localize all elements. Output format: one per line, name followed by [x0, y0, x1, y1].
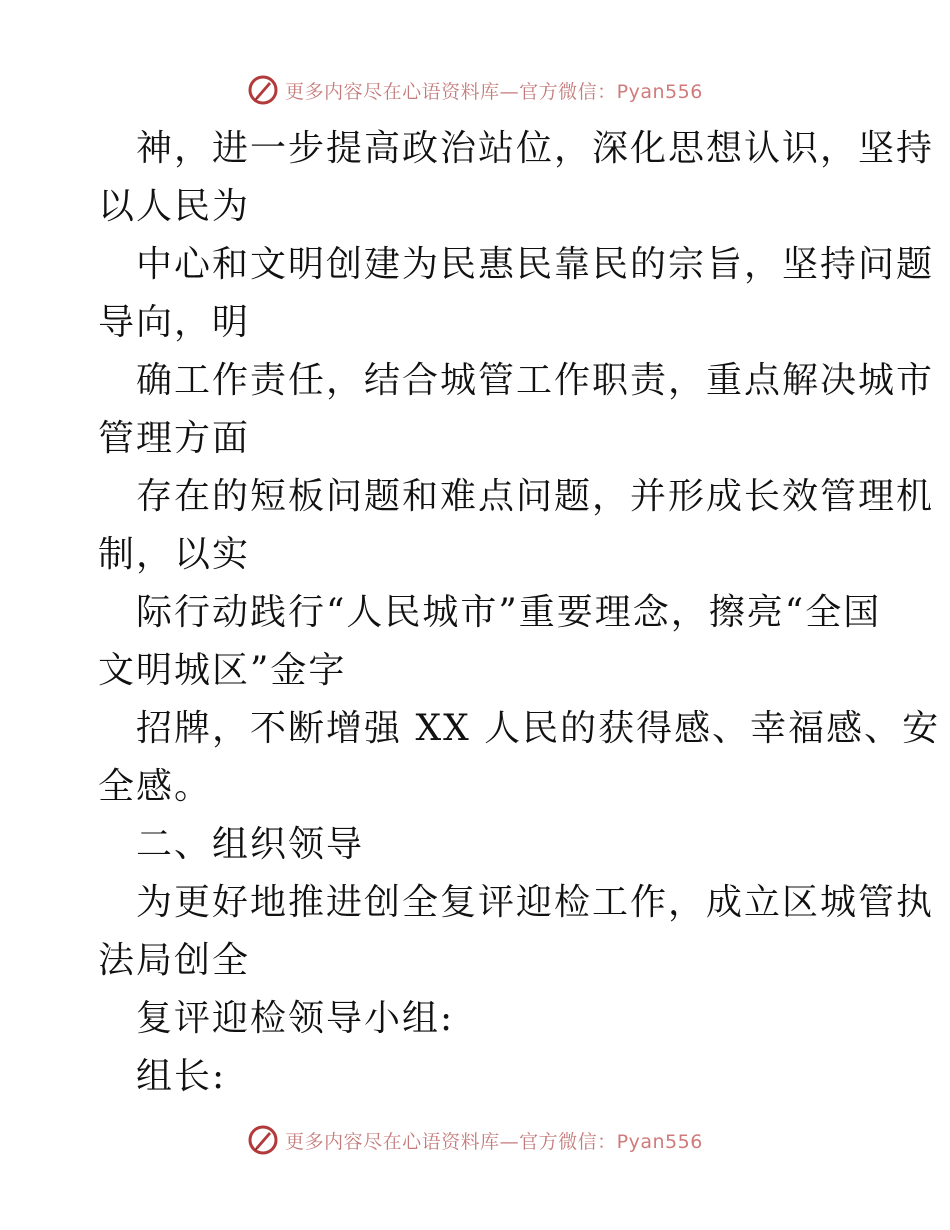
- text-line: 招牌，不断增强 XX 人民的获得感、幸福感、安: [136, 708, 941, 749]
- text-line: 复评迎检领导小组:: [136, 998, 455, 1039]
- watermark-header: [0, 70, 950, 110]
- watermark-handle: Pyan556: [616, 1130, 703, 1153]
- text-line: 法局创全: [98, 940, 251, 981]
- text-line: 际行动践行“人民城市”重要理念，擦亮“全国: [136, 592, 882, 633]
- text-line: 二、组织领导: [136, 824, 365, 865]
- text-line: 存在的短板问题和难点问题，并形成长效管理机: [136, 476, 935, 517]
- text-line: 管理方面: [98, 418, 251, 459]
- text-line: 为更好地推进创全复评迎检工作，成立区城管执: [136, 882, 935, 923]
- quill-logo-icon: [247, 1124, 279, 1156]
- text-line: 文明城区”金字: [98, 650, 347, 691]
- watermark-text: 更多内容尽在心语资料库—官方微信：Pyan556: [285, 1130, 703, 1153]
- watermark-handle: Pyan556: [616, 80, 703, 103]
- quill-logo-icon: [247, 74, 279, 106]
- text-line: 导向，明: [98, 302, 251, 343]
- text-line: 组长:: [136, 1056, 227, 1097]
- document-body: [98, 120, 941, 1106]
- text-line: 制，以实: [98, 534, 251, 575]
- text-line: 神，进一步提高政治站位，深化思想认识，坚持: [136, 128, 935, 169]
- watermark-text: 更多内容尽在心语资料库—官方微信：Pyan556: [285, 80, 703, 103]
- watermark-footer: [0, 1120, 950, 1160]
- text-line: 中心和文明创建为民惠民靠民的宗旨，坚持问题: [136, 244, 935, 285]
- text-line: 以人民为: [98, 186, 251, 227]
- text-line: 确工作责任，结合城管工作职责，重点解决城市: [136, 360, 935, 401]
- text-line: 全感。: [98, 766, 213, 807]
